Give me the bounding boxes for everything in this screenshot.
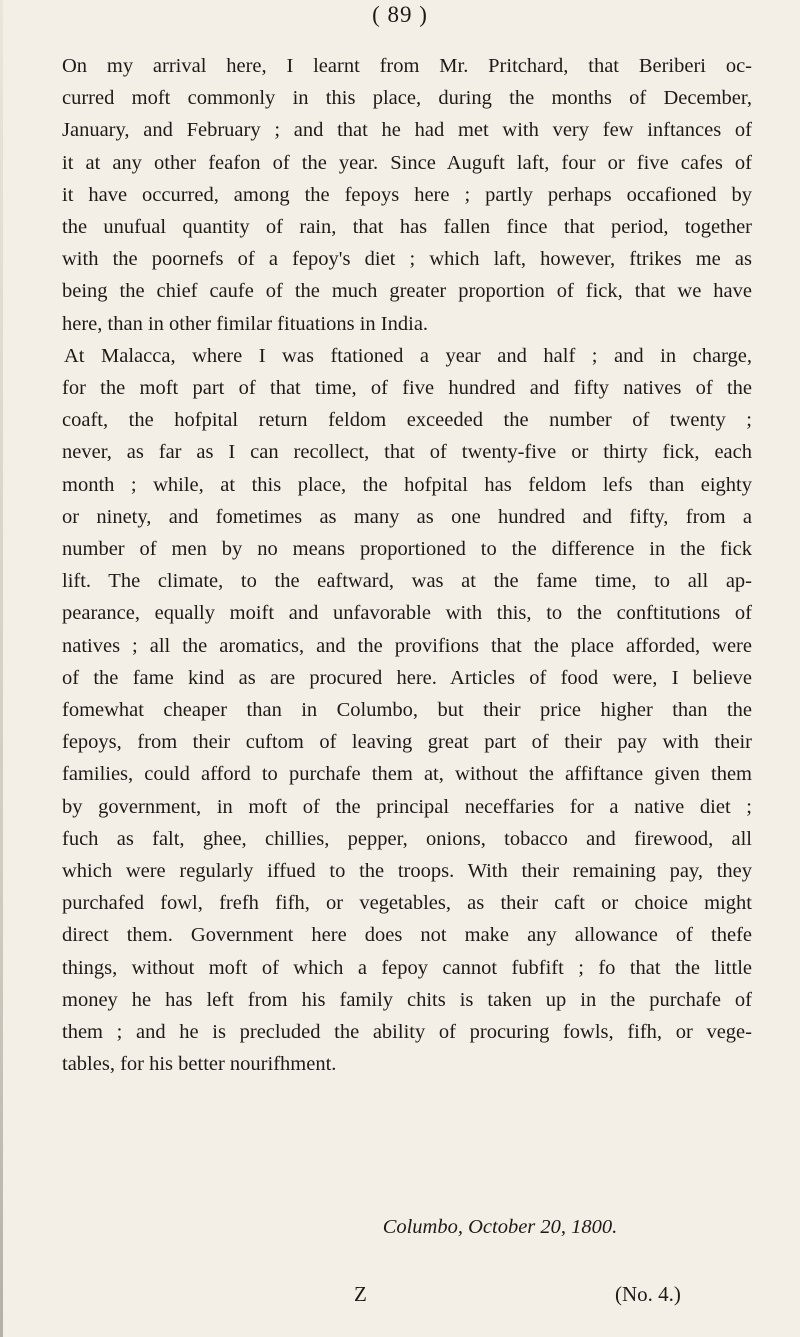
text-line: it have occurred, among the fepoys here ; partly perhaps occafioned by (62, 183, 752, 206)
place-date-signature: Columbo, October 20, 1800. (382, 1216, 618, 1238)
text-line: things, without moft of which a fepoy cannot fubfift ; fo that the little (62, 956, 752, 979)
text-line: never, as far as I can recollect, that of twenty-five or thirty fick, each (62, 441, 752, 464)
text-line: here, than in other fimilar fituations in India. (62, 312, 429, 335)
text-line: them ; and he is precluded the ability of procuring fowls, fifh, or vege- (62, 1021, 752, 1044)
text-line: being the chief caufe of the much greater proportion of fick, that we have (62, 280, 752, 303)
text-line: natives ; all the aromatics, and the provifions that the place afforded, were (62, 634, 752, 657)
text-line: money he has left from his family chits is taken up in the purchafe of (62, 988, 752, 1011)
text-line: At Malacca, where I was ftationed a year and half ; and in charge, (64, 344, 752, 367)
text-line: fomewhat cheaper than in Columbo, but their price higher than the (62, 699, 752, 722)
text-line: which were regularly iffued to the troops. With their remaining pay, they (62, 860, 752, 883)
text-line: fepoys, from their cuftom of leaving great part of their pay with their (62, 731, 752, 754)
text-line: it at any other feafon of the year. Since Auguft laft, four or five cafes of (62, 151, 752, 174)
text-line: coaft, the hofpital return feldom exceeded the number of twenty ; (62, 409, 752, 432)
text-line: for the moft part of that time, of five hundred and fifty natives of the (62, 377, 752, 400)
text-line: families, could afford to purchafe them at, without the affiftance given them (62, 763, 752, 786)
text-line: pearance, equally moift and unfavorable with this, to the conftitutions of (62, 602, 752, 625)
text-line: curred moft commonly in this place, during the months of December, (62, 87, 752, 110)
text-line: January, and February ; and that he had met with very few inftances of (62, 119, 752, 142)
text-line: fuch as falt, ghee, chillies, pepper, onions, tobacco and firewood, all (62, 827, 752, 850)
catchword-number: (No. 4.) (615, 1282, 681, 1306)
text-line: by government, in moft of the principal neceffaries for a native diet ; (62, 795, 752, 818)
text-line: of the fame kind as are procured here. Articles of food were, I believe (62, 666, 752, 689)
page-number: ( 89 ) (372, 2, 428, 27)
text-line: direct them. Government here does not make any allowance of thefe (62, 924, 752, 947)
text-line: month ; while, at this place, the hofpital has feldom lefs than eighty (62, 473, 752, 496)
text-line: number of men by no means proportioned to the difference in the fick (62, 538, 752, 561)
text-line: tables, for his better nourifhment. (62, 1053, 337, 1076)
page-edge-shadow (0, 0, 3, 1337)
text-line: lift. The climate, to the eaftward, was at the fame time, to all ap- (62, 570, 752, 593)
text-line: purchafed fowl, frefh fifh, or vegetables, as their caft or choice might (62, 892, 752, 915)
text-line: On my arrival here, I learnt from Mr. Pritchard, that Beriberi oc- (62, 55, 752, 77)
signature-mark: Z (354, 1282, 367, 1306)
text-line: the unufual quantity of rain, that has fallen fince that period, together (62, 216, 752, 239)
text-line: with the poornefs of a fepoy's diet ; which laft, however, ftrikes me as (62, 248, 752, 271)
body-text (62, 50, 752, 1081)
text-line: or ninety, and fometimes as many as one hundred and fifty, from a (62, 505, 752, 528)
